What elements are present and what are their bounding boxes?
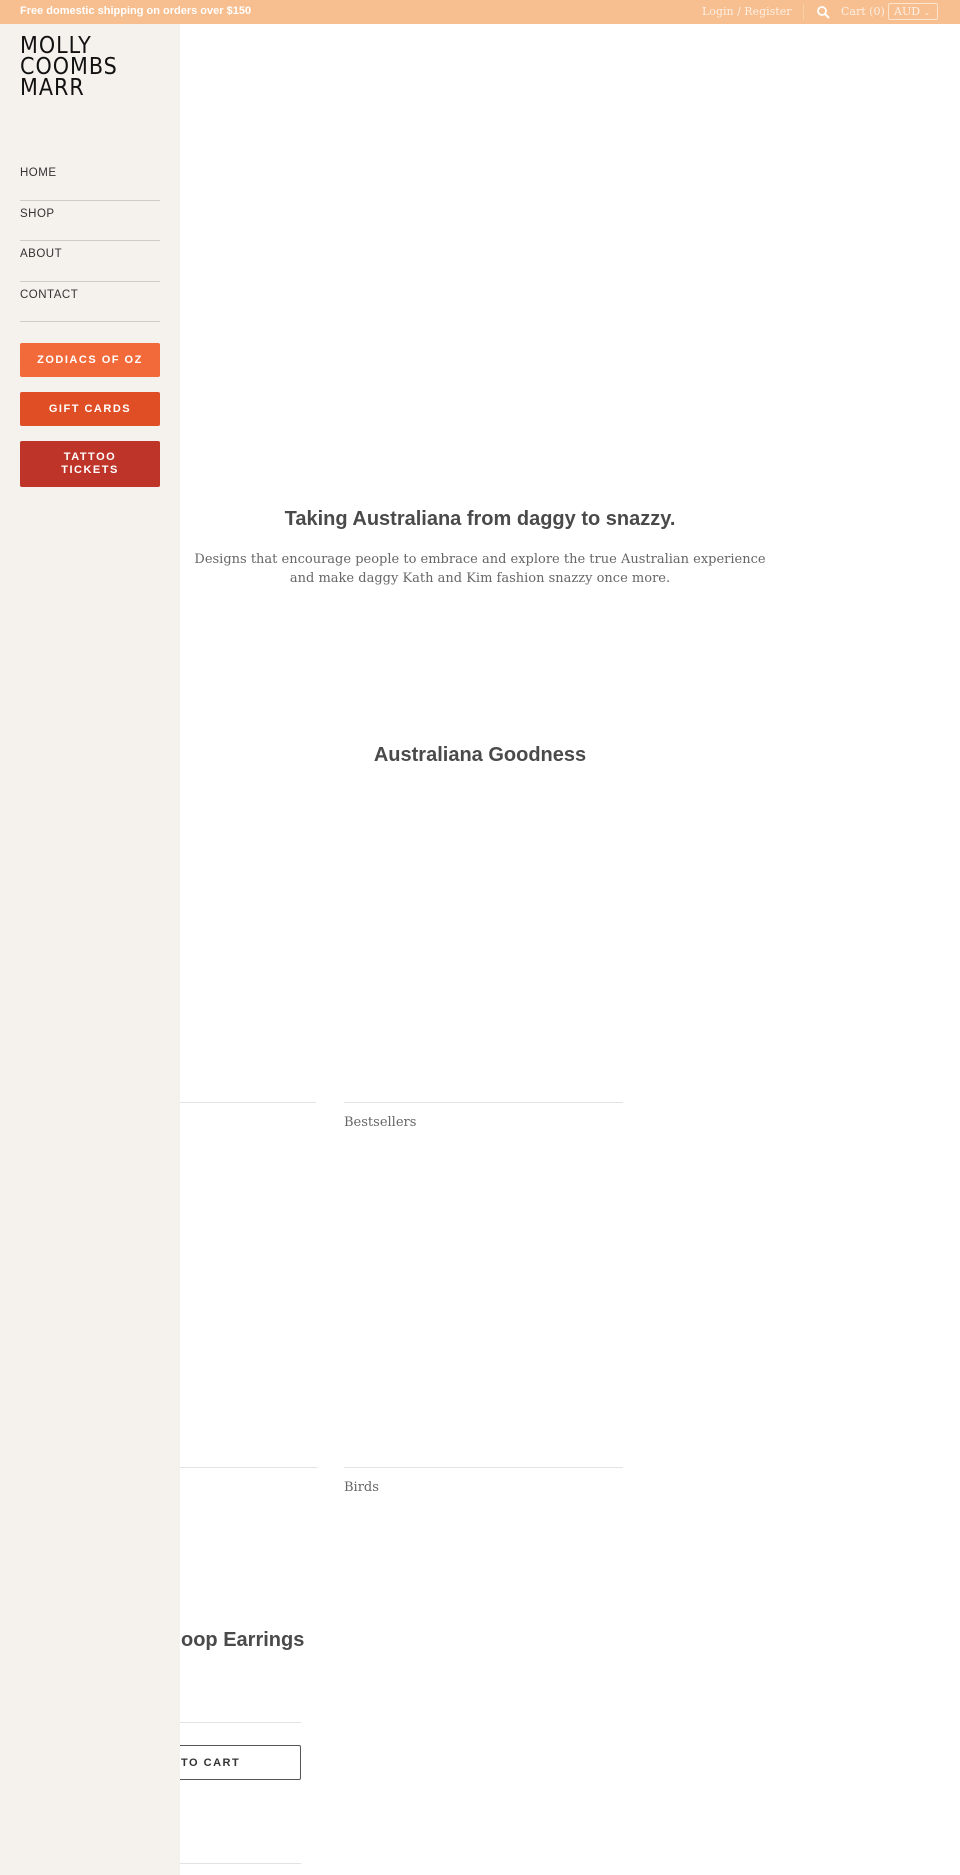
product-title: oop Earrings (181, 1629, 305, 1651)
logo[interactable] (20, 33, 118, 101)
nav-shop[interactable]: SHOP (20, 201, 160, 242)
logo-line: MARR (20, 75, 85, 101)
currency-value: AUD (894, 5, 921, 18)
divider (803, 4, 804, 20)
logo-line: MOLLY (20, 33, 92, 59)
gift-cards-button[interactable]: GIFT CARDS (20, 392, 160, 426)
tattoo-tickets-button[interactable]: TATTOO TICKETS (20, 441, 160, 487)
divider (180, 1863, 301, 1864)
zodiacs-of-oz-button[interactable]: ZODIACS OF OZ (20, 343, 160, 377)
main-nav (20, 160, 160, 322)
divider (180, 1722, 301, 1723)
login-register-link[interactable]: Login / Register (702, 5, 792, 18)
nav-about[interactable]: ABOUT (20, 241, 160, 282)
divider (344, 1467, 623, 1468)
nav-contact[interactable]: CONTACT (20, 282, 160, 323)
search-icon[interactable] (816, 5, 830, 19)
add-to-cart-label: TO CART (181, 1757, 241, 1769)
collection-birds[interactable]: Birds (344, 1480, 379, 1495)
logo-line: COOMBS (20, 54, 118, 80)
divider (180, 1102, 316, 1103)
sidebar (0, 24, 180, 1875)
hero-title: Taking Australiana from daggy to snazzy. (284, 508, 676, 530)
divider (344, 1102, 623, 1103)
announcement-bar (0, 0, 960, 24)
divider (180, 1467, 317, 1468)
collections-title: Australiana Goodness (373, 744, 587, 766)
add-to-cart-button[interactable] (170, 1745, 301, 1780)
nav-home[interactable]: HOME (20, 160, 160, 201)
promo-text: Free domestic shipping on orders over $150 (20, 5, 252, 17)
cart-link[interactable]: Cart (0) (841, 5, 885, 18)
hero-text: Designs that encourage people to embrace and explore the true Australian experience and make daggy Kath and Kim fashion snazzy once more. (194, 552, 766, 586)
currency-select[interactable] (888, 3, 938, 20)
chevron-down-icon: ⌄ (923, 8, 931, 17)
collection-bestsellers[interactable]: Bestsellers (344, 1115, 417, 1130)
